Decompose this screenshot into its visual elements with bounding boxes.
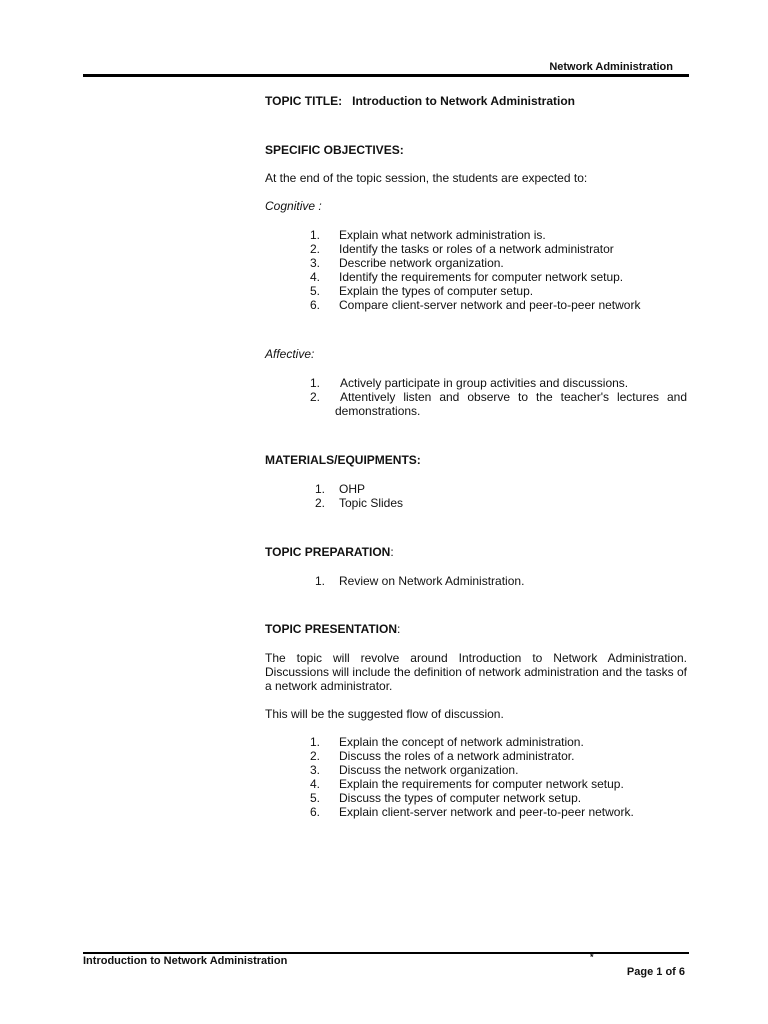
affective-list [265, 376, 687, 418]
list-item: 2. Identify the tasks or roles of a network administrator [310, 242, 614, 256]
list-item: 3. Describe network organization. [310, 256, 504, 270]
list-item: 4. Explain the requirements for computer network setup. [310, 777, 624, 791]
cognitive-label: Cognitive : [265, 199, 322, 213]
list-item: 6. Explain client-server network and peer-to-peer network. [310, 805, 634, 819]
list-item: 1. OHP [315, 482, 366, 496]
topic-title-label: TOPIC TITLE: [265, 94, 343, 108]
list-item: 6. Compare client-server network and peer-to-peer network [310, 298, 641, 312]
header-rule [83, 74, 689, 77]
document-body [265, 94, 687, 819]
presentation-list [265, 735, 687, 819]
list-item: 1. Explain what network administration is. [310, 228, 546, 242]
affective-label: Affective: [265, 347, 315, 361]
materials-list [265, 482, 687, 510]
footer-title: Introduction to Network Administration [83, 955, 288, 967]
cognitive-list [265, 228, 687, 312]
footer-mark: * [590, 952, 594, 962]
running-header-title: Network Administration [549, 61, 673, 73]
list-item: 3. Discuss the network organization. [310, 763, 519, 777]
flow-intro: This will be the suggested flow of discussion. [265, 707, 504, 721]
list-item: 1. Review on Network Administration. [315, 574, 525, 588]
objectives-heading: SPECIFIC OBJECTIVES: [265, 143, 404, 157]
footer-rule [83, 952, 689, 954]
presentation-paragraph: The topic will revolve around Introduction to Network Administration. Discussions will include the definition of network administration and the tasks of a network administrator. [265, 651, 687, 693]
objectives-intro: At the end of the topic session, the students are expected to: [265, 171, 588, 185]
preparation-heading: TOPIC PREPARATION [265, 545, 391, 559]
list-item: 5. Discuss the types of computer network setup. [310, 791, 582, 805]
list-item: 1. Actively participate in group activities and discussions. [310, 376, 629, 390]
presentation-heading: TOPIC PRESENTATION [265, 622, 398, 636]
list-item: 1. Explain the concept of network administration. [310, 735, 584, 749]
list-item: 4. Identify the requirements for computer network setup. [310, 270, 624, 284]
list-item: 2. Discuss the roles of a network administrator. [310, 749, 575, 763]
list-item: 2. Topic Slides [315, 496, 404, 510]
page-number: Page 1 of 6 [626, 966, 685, 978]
preparation-heading-line: TOPIC PREPARATION: [265, 545, 394, 559]
topic-title-value: Introduction to Network Administration [352, 94, 576, 108]
presentation-heading-line: TOPIC PRESENTATION: [265, 622, 401, 636]
topic-title-line [265, 94, 687, 108]
materials-heading: MATERIALS/EQUIPMENTS: [265, 453, 421, 467]
preparation-list [265, 574, 687, 588]
list-item: 2. Attentively listen and observe to the teacher's lectures and demonstrations. [310, 390, 687, 418]
list-item: 5. Explain the types of computer setup. [310, 284, 534, 298]
